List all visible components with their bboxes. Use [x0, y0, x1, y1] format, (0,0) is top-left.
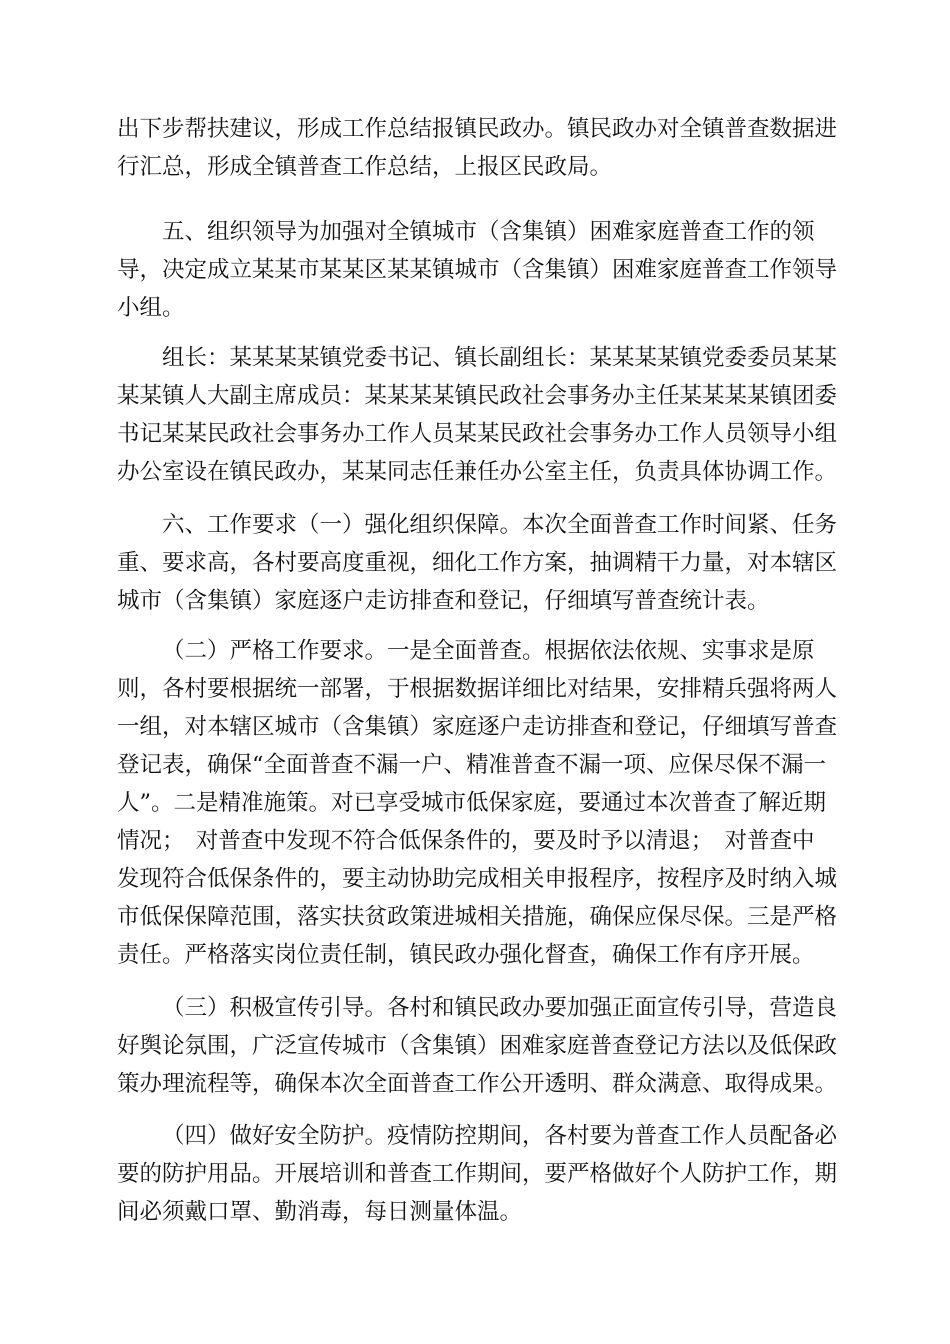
text-line: 市低保保障范围，落实扶贫政策进城相关措施，确保应保尽保。三是严格 — [117, 904, 838, 930]
text-line: 导，决定成立某某市某某区某某镇城市（含集镇）困难家庭普查工作领导 — [117, 257, 838, 283]
text-line: 五、组织领导为加强对全镇城市（含集镇）困难家庭普查工作的领 — [162, 219, 815, 245]
text-line: 出下步帮扶建议，形成工作总结报镇民政办。镇民政办对全镇普查数据进 — [117, 116, 838, 142]
text-line: 小组。 — [117, 295, 185, 321]
text-line: 要的防护用品。开展培训和普查工作期间，要严格做好个人防护工作，期 — [117, 1161, 838, 1187]
text-line: 登记表，确保“全面普查不漏一户、精准普查不漏一项、应保尽保不漏一 — [117, 752, 827, 778]
text-line: 行汇总，形成全镇普查工作总结，上报区民政局。 — [117, 154, 613, 180]
text-line: 某某镇人大副主席成员：某某某某镇民政社会事务办主任某某某某镇团委 — [117, 383, 838, 409]
text-line: 重、要求高，各村要高度重视，细化工作方案，抽调精干力量，对本辖区 — [117, 550, 838, 576]
text-line: 一组，对本辖区城市（含集镇）家庭逐户走访排查和登记，仔细填写普查 — [117, 714, 838, 740]
text-line: （四）做好安全防护。疫情防控期间，各村要为普查工作人员配备必 — [162, 1123, 838, 1149]
text-line: 六、工作要求（一）强化组织保障。本次全面普查工作时间紧、任务 — [162, 512, 838, 538]
text-line: 好舆论氛围，广泛宣传城市（含集镇）困难家庭普查登记方法以及低保政 — [117, 1033, 838, 1059]
text-line: 间必须戴口罩、勤消毒，每日测量体温。 — [117, 1199, 523, 1225]
text-line: 策办理流程等，确保本次全面普查工作公开透明、群众满意、取得成果。 — [117, 1071, 838, 1097]
text-line: 则，各村要根据统一部署，于根据数据详细比对结果，安排精兵强将两人 — [117, 676, 838, 702]
text-line: 办公室设在镇民政办，某某同志任兼任办公室主任，负责具体协调工作。 — [117, 459, 838, 485]
text-line: 情况； 对普查中发现不符合低保条件的，要及时予以清退； 对普查中 — [117, 828, 815, 854]
text-line: 城市（含集镇）家庭逐户走访排查和登记，仔细填写普查统计表。 — [117, 588, 770, 614]
text-line: （三）积极宣传引导。各村和镇民政办要加强正面宣传引导，营造良 — [162, 995, 838, 1021]
text-line: 责任。严格落实岗位责任制，镇民政办强化督查，确保工作有序开展。 — [117, 942, 815, 968]
text-line: （二）严格工作要求。一是全面普查。根据依法依规、实事求是原 — [162, 638, 815, 664]
text-line: 组长：某某某某镇党委书记、镇长副组长：某某某某镇党委委员某某 — [162, 345, 838, 371]
text-line: 发现符合低保条件的，要主动协助完成相关申报程序，按程序及时纳入城 — [117, 866, 838, 892]
text-line: 书记某某民政社会事务办工作人员某某民政社会事务办工作人员领导小组 — [117, 421, 838, 447]
text-line: 人”。二是精准施策。对已享受城市低保家庭，要通过本次普查了解近期 — [117, 790, 827, 816]
